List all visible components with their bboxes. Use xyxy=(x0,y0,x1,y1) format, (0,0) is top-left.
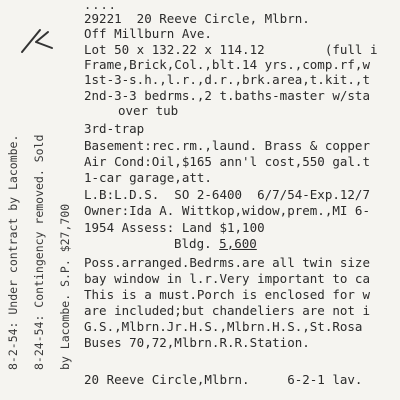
listing-line-remarks-3: This is a must.Porch is enclosed for w xyxy=(84,287,370,302)
listing-line-remarks-2: bay window in l.r.Very important to ca xyxy=(84,271,370,286)
assess-bldg-label: Bldg. xyxy=(174,236,212,251)
header-dots: .... xyxy=(84,0,117,12)
listing-line-remarks-4: are included;but chandeliers are not i xyxy=(84,303,370,318)
margin-note-sale-price: by Lacombe. S.P. $27,700 xyxy=(58,203,72,370)
listing-line-transport: Buses 70,72,Mlbrn.R.R.Station. xyxy=(84,335,310,350)
margin-note-under-contract: 8-2-54: Under contract by Lacombe. xyxy=(6,134,20,370)
listing-footer-line: 20 Reeve Circle,Mlbrn. 6-2-1 lav. xyxy=(84,372,363,387)
listing-line-remarks-1: Poss.arranged.Bedrms.are all twin size xyxy=(84,255,370,270)
listing-line-schools: G.S.,Mlbrn.Jr.H.S.,Mlbrn.H.S.,St.Rosa xyxy=(84,319,363,334)
margin-notes xyxy=(0,0,82,400)
assess-bldg-value: 5,600 xyxy=(219,236,257,251)
listing-line-third-floor: 3rd-trap xyxy=(84,121,145,136)
listing-line-listing-broker: L.B:L.D.S. SO 2-6400 6/7/54-Exp.12/7 xyxy=(84,187,370,202)
listing-line-assess-land: 1954 Assess: Land $1,100 xyxy=(84,220,265,235)
listing-line-air-cond: Air Cond:Oil,$165 ann'l cost,550 gal.t xyxy=(84,154,370,169)
listing-line-owner: Owner:Ida A. Wittkop,widow,prem.,MI 6- xyxy=(84,203,370,218)
listing-line-address: 29221 20 Reeve Circle, Mlbrn. xyxy=(84,11,310,26)
listing-line-second-floor: 2nd-3-3 bedrms.,2 t.baths-master w/sta xyxy=(84,88,370,103)
listing-line-basement: Basement:rec.rm.,laund. Brass & copper xyxy=(84,138,370,153)
listing-line-assess-bldg xyxy=(174,237,257,251)
listing-line-second-floor-cont: over tub xyxy=(118,103,179,118)
listing-line-first-floor: 1st-3-s.h.,l.r.,d.r.,brk.area,t.kit.,t xyxy=(84,72,370,87)
margin-note-contingency: 8-24-54: Contingency removed. Sold xyxy=(32,134,46,370)
listing-line-garage: 1-car garage,att. xyxy=(84,170,212,185)
listing-line-location: Off Millburn Ave. xyxy=(84,26,212,41)
listing-line-construction: Frame,Brick,Col.,blt.14 yrs.,comp.rf,w xyxy=(84,57,370,72)
listing-line-lot: Lot 50 x 132.22 x 114.12 (full i xyxy=(84,42,378,57)
handwritten-initial-mark xyxy=(18,26,64,56)
